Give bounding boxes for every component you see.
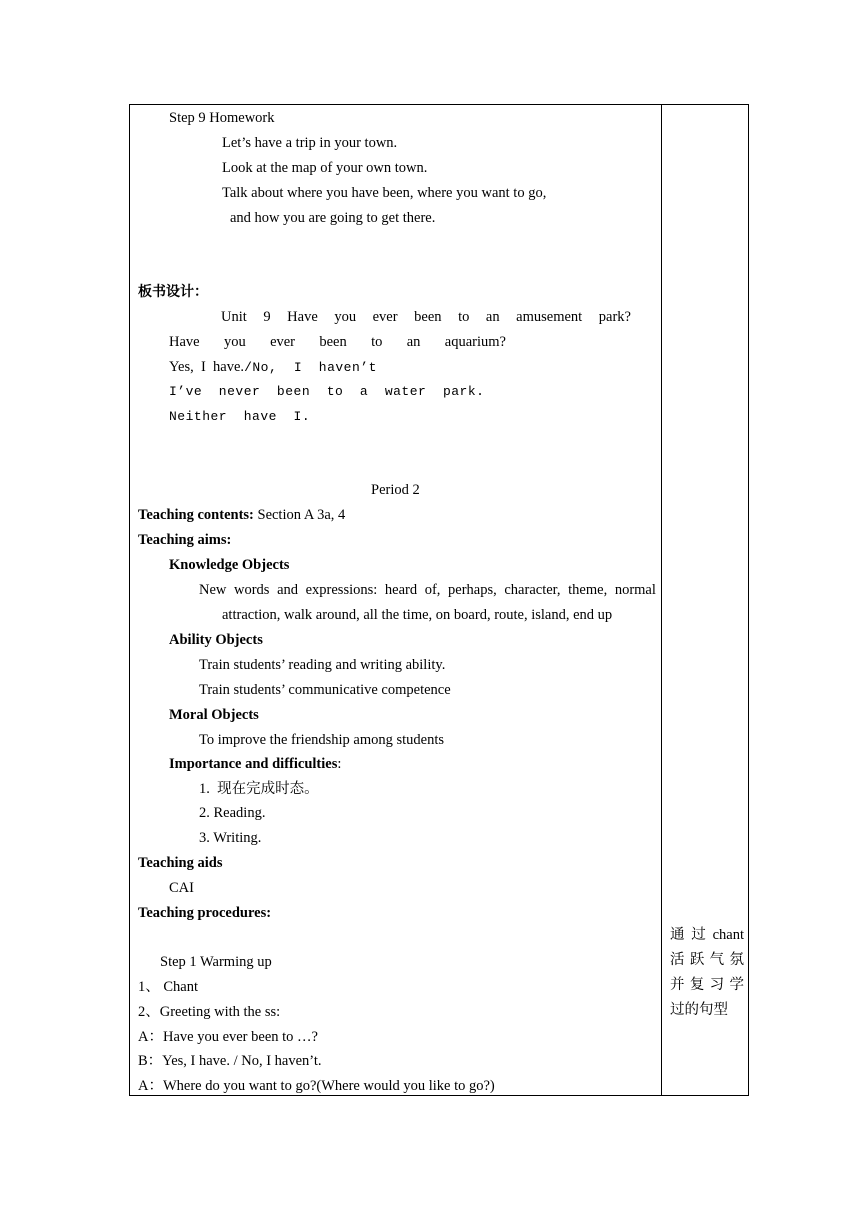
board-word: aquarium?: [444, 334, 506, 350]
board-word: park?: [598, 309, 631, 325]
board-word: an: [406, 334, 421, 350]
board-word: an: [485, 309, 500, 325]
board-word: Have: [169, 334, 200, 350]
importance-colon: :: [337, 756, 342, 772]
teaching-aids-value: CAI: [169, 880, 194, 896]
board-title-line: [221, 307, 631, 327]
board-word: amusement: [516, 309, 583, 325]
ability-item: Train students’ communicative competence: [199, 682, 451, 698]
board-word: been: [319, 334, 347, 350]
board-neither-line: Neither have I.: [169, 409, 311, 424]
knowledge-word: words: [234, 582, 270, 598]
board-word: ever: [372, 309, 398, 325]
knowledge-word: normal: [614, 582, 656, 598]
importance-item: 2. Reading.: [199, 805, 266, 821]
board-answer-no: /No, I haven’t: [244, 360, 377, 375]
board-word: ever: [270, 334, 296, 350]
board-word: been: [414, 309, 442, 325]
side-note-line: 活 跃 气 氛: [670, 952, 744, 968]
side-note-line: 过 的 句 型: [670, 1002, 728, 1018]
ability-objects-label: Ability Objects: [169, 632, 263, 648]
importance-label: Importance and difficulties: [169, 756, 338, 772]
moral-objects-label: Moral Objects: [169, 707, 259, 723]
board-word: 9: [263, 309, 271, 325]
importance-heading: [169, 754, 341, 774]
knowledge-word: theme,: [568, 582, 608, 598]
knowledge-word: heard: [384, 582, 418, 598]
board-word: you: [334, 309, 357, 325]
board-word: Unit: [221, 309, 247, 325]
lesson-table: [129, 104, 749, 1096]
contents-value: Section A 3a, 4: [253, 507, 346, 523]
side-note-line: 并 复 习 学: [670, 977, 744, 993]
step1-title: Step 1 Warming up: [160, 954, 272, 970]
knowledge-word: New: [199, 582, 227, 598]
knowledge-line-2: attraction, walk around, all the time, on board, route, island, end up: [222, 607, 613, 623]
teaching-aims-label: Teaching aims:: [138, 532, 232, 548]
procedure-item: 2、Greeting with the ss:: [138, 1004, 281, 1020]
knowledge-word: expressions:: [305, 582, 378, 598]
ability-item: Train students’ reading and writing ability.: [199, 657, 446, 673]
board-answer-yes: Yes, I have.: [169, 359, 245, 375]
knowledge-word: of,: [424, 582, 441, 598]
dialog-line: A：Have you ever been to …?: [138, 1029, 318, 1045]
homework-line: and how you are going to get there.: [230, 210, 436, 226]
knowledge-word: and: [277, 582, 298, 598]
knowledge-line-1: [199, 580, 656, 600]
board-heading: 板书设计：: [138, 284, 208, 300]
knowledge-objects-label: Knowledge Objects: [169, 557, 290, 573]
board-answer-line: [169, 357, 377, 378]
board-word: to: [458, 309, 470, 325]
column-divider: [661, 104, 662, 1096]
board-word: to: [371, 334, 383, 350]
homework-line: Let’s have a trip in your town.: [222, 135, 398, 151]
procedure-item: 1、 Chant: [138, 979, 199, 995]
board-never-line: I’ve never been to a water park.: [169, 384, 485, 399]
homework-line: Look at the map of your own town.: [222, 160, 428, 176]
board-word: you: [223, 334, 246, 350]
teaching-aids-label: Teaching aids: [138, 855, 223, 871]
contents-label: Teaching contents:: [138, 507, 254, 523]
period-title: Period 2: [371, 482, 420, 498]
knowledge-word: character,: [504, 582, 561, 598]
dialog-line: B：Yes, I have. / No, I haven’t.: [138, 1053, 322, 1069]
importance-item: 3. Writing.: [199, 830, 262, 846]
importance-item: 1. 现在完成时态。: [199, 781, 319, 797]
board-word: Have: [287, 309, 318, 325]
knowledge-word: perhaps,: [448, 582, 497, 598]
moral-item: To improve the friendship among students: [199, 732, 445, 748]
teaching-contents: [138, 505, 345, 525]
homework-title: Step 9 Homework: [169, 110, 275, 126]
teaching-procedures-label: Teaching procedures:: [138, 905, 272, 921]
homework-line: Talk about where you have been, where you want to go,: [222, 185, 547, 201]
side-note-line: 通 过 chant: [670, 927, 744, 943]
board-question-line: [169, 332, 506, 352]
side-note: [670, 923, 744, 1023]
dialog-line: A：Where do you want to go?(Where would you like to go?): [138, 1078, 495, 1094]
